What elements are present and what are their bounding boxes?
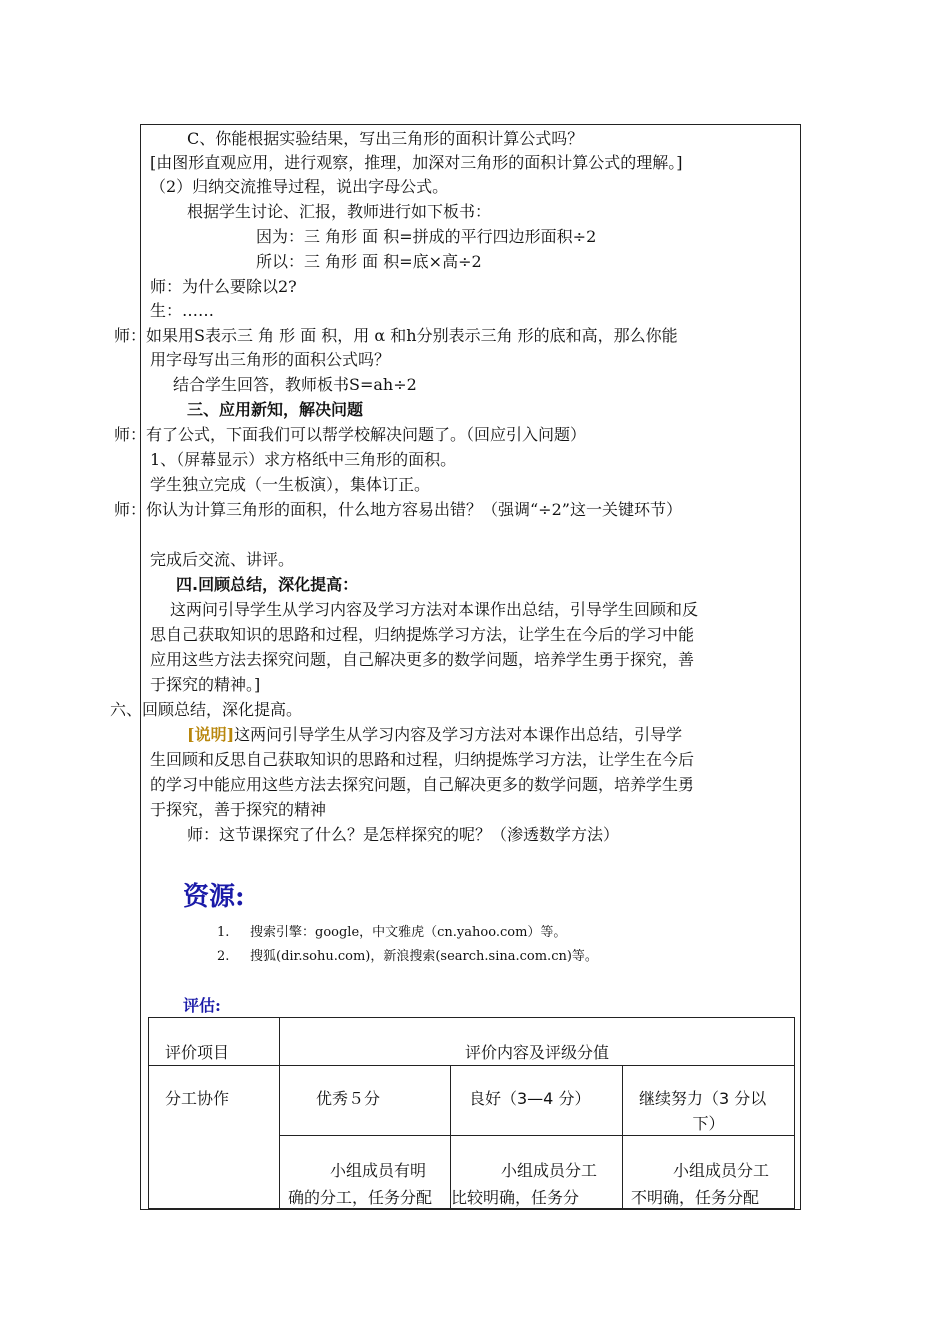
text-line: 这两问引导学生从学习内容及学习方法对本课作出总结，引导学生回顾和反 (170, 600, 699, 619)
desc-good-line: 比较明确，任务分 (451, 1188, 580, 1207)
section-heading: 三、应用新知，解决问题 (187, 400, 364, 419)
note-label: [说明] (187, 725, 235, 744)
text-line: 完成后交流、讲评。 (150, 550, 295, 569)
desc-improve-cell (623, 1136, 795, 1209)
text-line: 于探究的精神。] (150, 675, 261, 694)
text-line: 师：有了公式，下面我们可以帮学校解决问题了。（回应引入问题） (114, 425, 587, 444)
desc-improve-line: 小组成员分工 (673, 1161, 770, 1180)
text-line: 师：如果用S表示三 角 形 面 积，用 α 和h分别表示三角 形的底和高，那么你能 (114, 326, 678, 345)
text-line: 的学习中能应用这些方法去探究问题，自己解决更多的数学问题，培养学生勇 (150, 775, 695, 794)
level-good: 良好（3—4 分） (469, 1089, 591, 1108)
text-line: 学生独立完成（一生板演），集体订正。 (150, 475, 431, 494)
note-line (187, 724, 682, 746)
text-line: 应用这些方法去探究问题，自己解决更多的数学问题，培养学生勇于探究，善 (150, 650, 695, 669)
text-line: 六、回顾总结，深化提高。 (110, 700, 303, 719)
level-good-cell (451, 1066, 623, 1136)
formula-line: 因为：三 角形 面 积=拼成的平行四边形面积÷2 (256, 227, 597, 246)
text-line: 师：你认为计算三角形的面积，什么地方容易出错？（强调“÷2”这一关键环节） (114, 500, 682, 519)
text-line: 根据学生讨论、汇报，教师进行如下板书： (187, 202, 492, 221)
level-excellent: 优秀５分 (316, 1089, 381, 1108)
desc-excellent-cell (280, 1136, 451, 1209)
text-line: C、你能根据实验结果，写出三角形的面积计算公式吗？ (187, 129, 584, 148)
desc-excellent-line: 确的分工，任务分配 (288, 1188, 433, 1207)
note-text: 这两问引导学生从学习内容及学习方法对本课作出总结，引导学 (234, 725, 683, 744)
desc-improve-line: 不明确，任务分配 (631, 1188, 760, 1207)
text-line: 师：为什么要除以2? (150, 277, 297, 296)
header-content-label: 评价内容及评级分值 (464, 1043, 609, 1062)
desc-excellent-line: 小组成员有明 (330, 1161, 427, 1180)
resource-link[interactable]: 搜狐(dir.sohu.com)，新浪搜索(search.sina.com.cn)等。 (250, 949, 598, 964)
section-heading: 四.回顾总结，深化提高： (176, 575, 359, 594)
row-label: 分工协作 (165, 1089, 230, 1108)
level-excellent-cell (280, 1066, 451, 1136)
text-line: （2）归纳交流推导过程，说出字母公式。 (150, 177, 449, 196)
evaluation-title: 评估: (183, 996, 221, 1015)
text-line: 师：这节课探究了什么？是怎样探究的呢？（渗透数学方法） (187, 825, 620, 844)
resource-num: 2. (217, 949, 230, 964)
level-improve-cont: 下） (692, 1114, 725, 1133)
text-line: 用字母写出三角形的面积公式吗？ (150, 350, 391, 369)
row-label-cell (149, 1066, 280, 1209)
desc-good-cell (451, 1136, 623, 1209)
resource-link[interactable]: 搜索引擎：google，中文雅虎（cn.yahoo.com）等。 (250, 925, 567, 940)
level-improve: 继续努力（3 分以 (639, 1089, 767, 1108)
resource-num: 1. (217, 925, 230, 940)
text-line: 1、（屏幕显示）求方格纸中三角形的面积。 (150, 450, 457, 469)
level-improve-cell (623, 1066, 795, 1136)
header-content-cell (280, 1018, 795, 1066)
text-line: 生：…… (150, 301, 215, 320)
text-line: 思自己获取知识的思路和过程，归纳提炼学习方法，让学生在今后的学习中能 (150, 625, 695, 644)
text-line: 于探究，善于探究的精神 (150, 800, 327, 819)
header-item-label: 评价项目 (165, 1043, 230, 1062)
header-item-cell (149, 1018, 280, 1066)
text-line: [由图形直观应用，进行观察，推理，加深对三角形的面积计算公式的理解。] (150, 153, 683, 172)
text-line: 结合学生回答，教师板书S=ah÷2 (173, 375, 417, 394)
desc-good-line: 小组成员分工 (501, 1161, 598, 1180)
evaluation-table (148, 1017, 795, 1209)
resources-title: 资源: (183, 882, 245, 912)
text-line: 生回顾和反思自己获取知识的思路和过程，归纳提炼学习方法，让学生在今后 (150, 750, 695, 769)
formula-line: 所以：三 角形 面 积=底×高÷2 (256, 252, 482, 271)
